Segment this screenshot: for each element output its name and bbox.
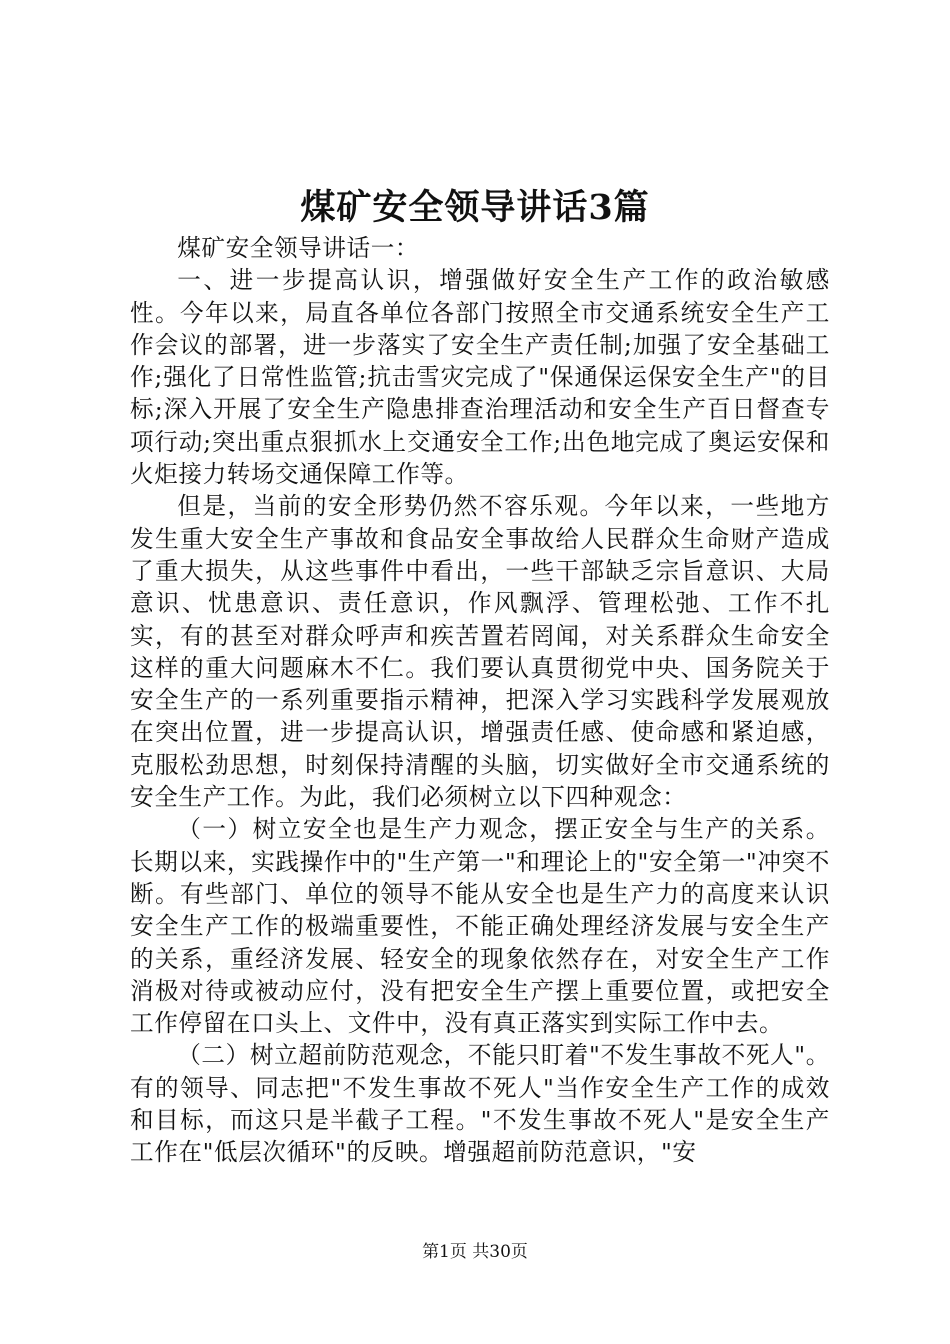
document-body [130,232,830,1169]
paragraph: 但是，当前的安全形势仍然不容乐观。今年以来，一些地方发生重大安全生产事故和食品安全事故给人民群众生命财产造成了重大损失，从这些事件中看出，一些干部缺乏宗旨意识、大局意识、忧患意识、责任意识，作风飘浮、管理松弛、工作不扎实，有的甚至对群众呼声和疾苦置若罔闻，对关系群众生命安全这样的重大问题麻木不仁。我们要认真贯彻党中央、国务院关于安全生产的一系列重要指示精神，把深入学习实践科学发展观放在突出位置，进一步提高认识，增强责任感、使命感和紧迫感，克服松劲思想，时刻保持清醒的头脑，切实做好全市交通系统的安全生产工作。为此，我们必须树立以下四种观念： [130,492,830,812]
paragraph-heading: 煤矿安全领导讲话一： [177,234,420,262]
document-title: 煤矿安全领导讲话3篇 [300,187,650,228]
paragraph: （二）树立超前防范观念，不能只盯着"不发生事故不死人"。有的领导、同志把"不发生事故不死人"当作安全生产工作的成效和目标，而这只是半截子工程。"不发生事故不死人"是安全生产工作在"低层次循环"的反映。增强超前防范意识，"安 [130,1041,830,1167]
paragraph: 一、进一步提高认识，增强做好安全生产工作的政治敏感性。今年以来，局直各单位各部门按照全市交通系统安全生产工作会议的部署，进一步落实了安全生产责任制;加强了安全基础工作;强化了日常性监管;抗击雪灾完成了"保通保运保安全生产"的目标;深入开展了安全生产隐患排查治理活动和安全生产百日督查专项行动;突出重点狠抓水上交通安全工作;出色地完成了奥运安保和火炬接力转场交通保障工作等。 [130,266,830,489]
paragraph: （一）树立安全也是生产力观念，摆正安全与生产的关系。长期以来，实践操作中的"生产第一"和理论上的"安全第一"冲突不断。有些部门、单位的领导不能从安全也是生产力的高度来认识安全生产工作的极端重要性，不能正确处理经济发展与安全生产的关系，重经济发展、轻安全的现象依然存在，对安全生产工作消极对待或被动应付，没有把安全生产摆上重要位置，或把安全工作停留在口头上、文件中，没有真正落实到实际工作中去。 [130,815,830,1038]
page-number-footer: 第1页 共30页 [422,1242,528,1262]
